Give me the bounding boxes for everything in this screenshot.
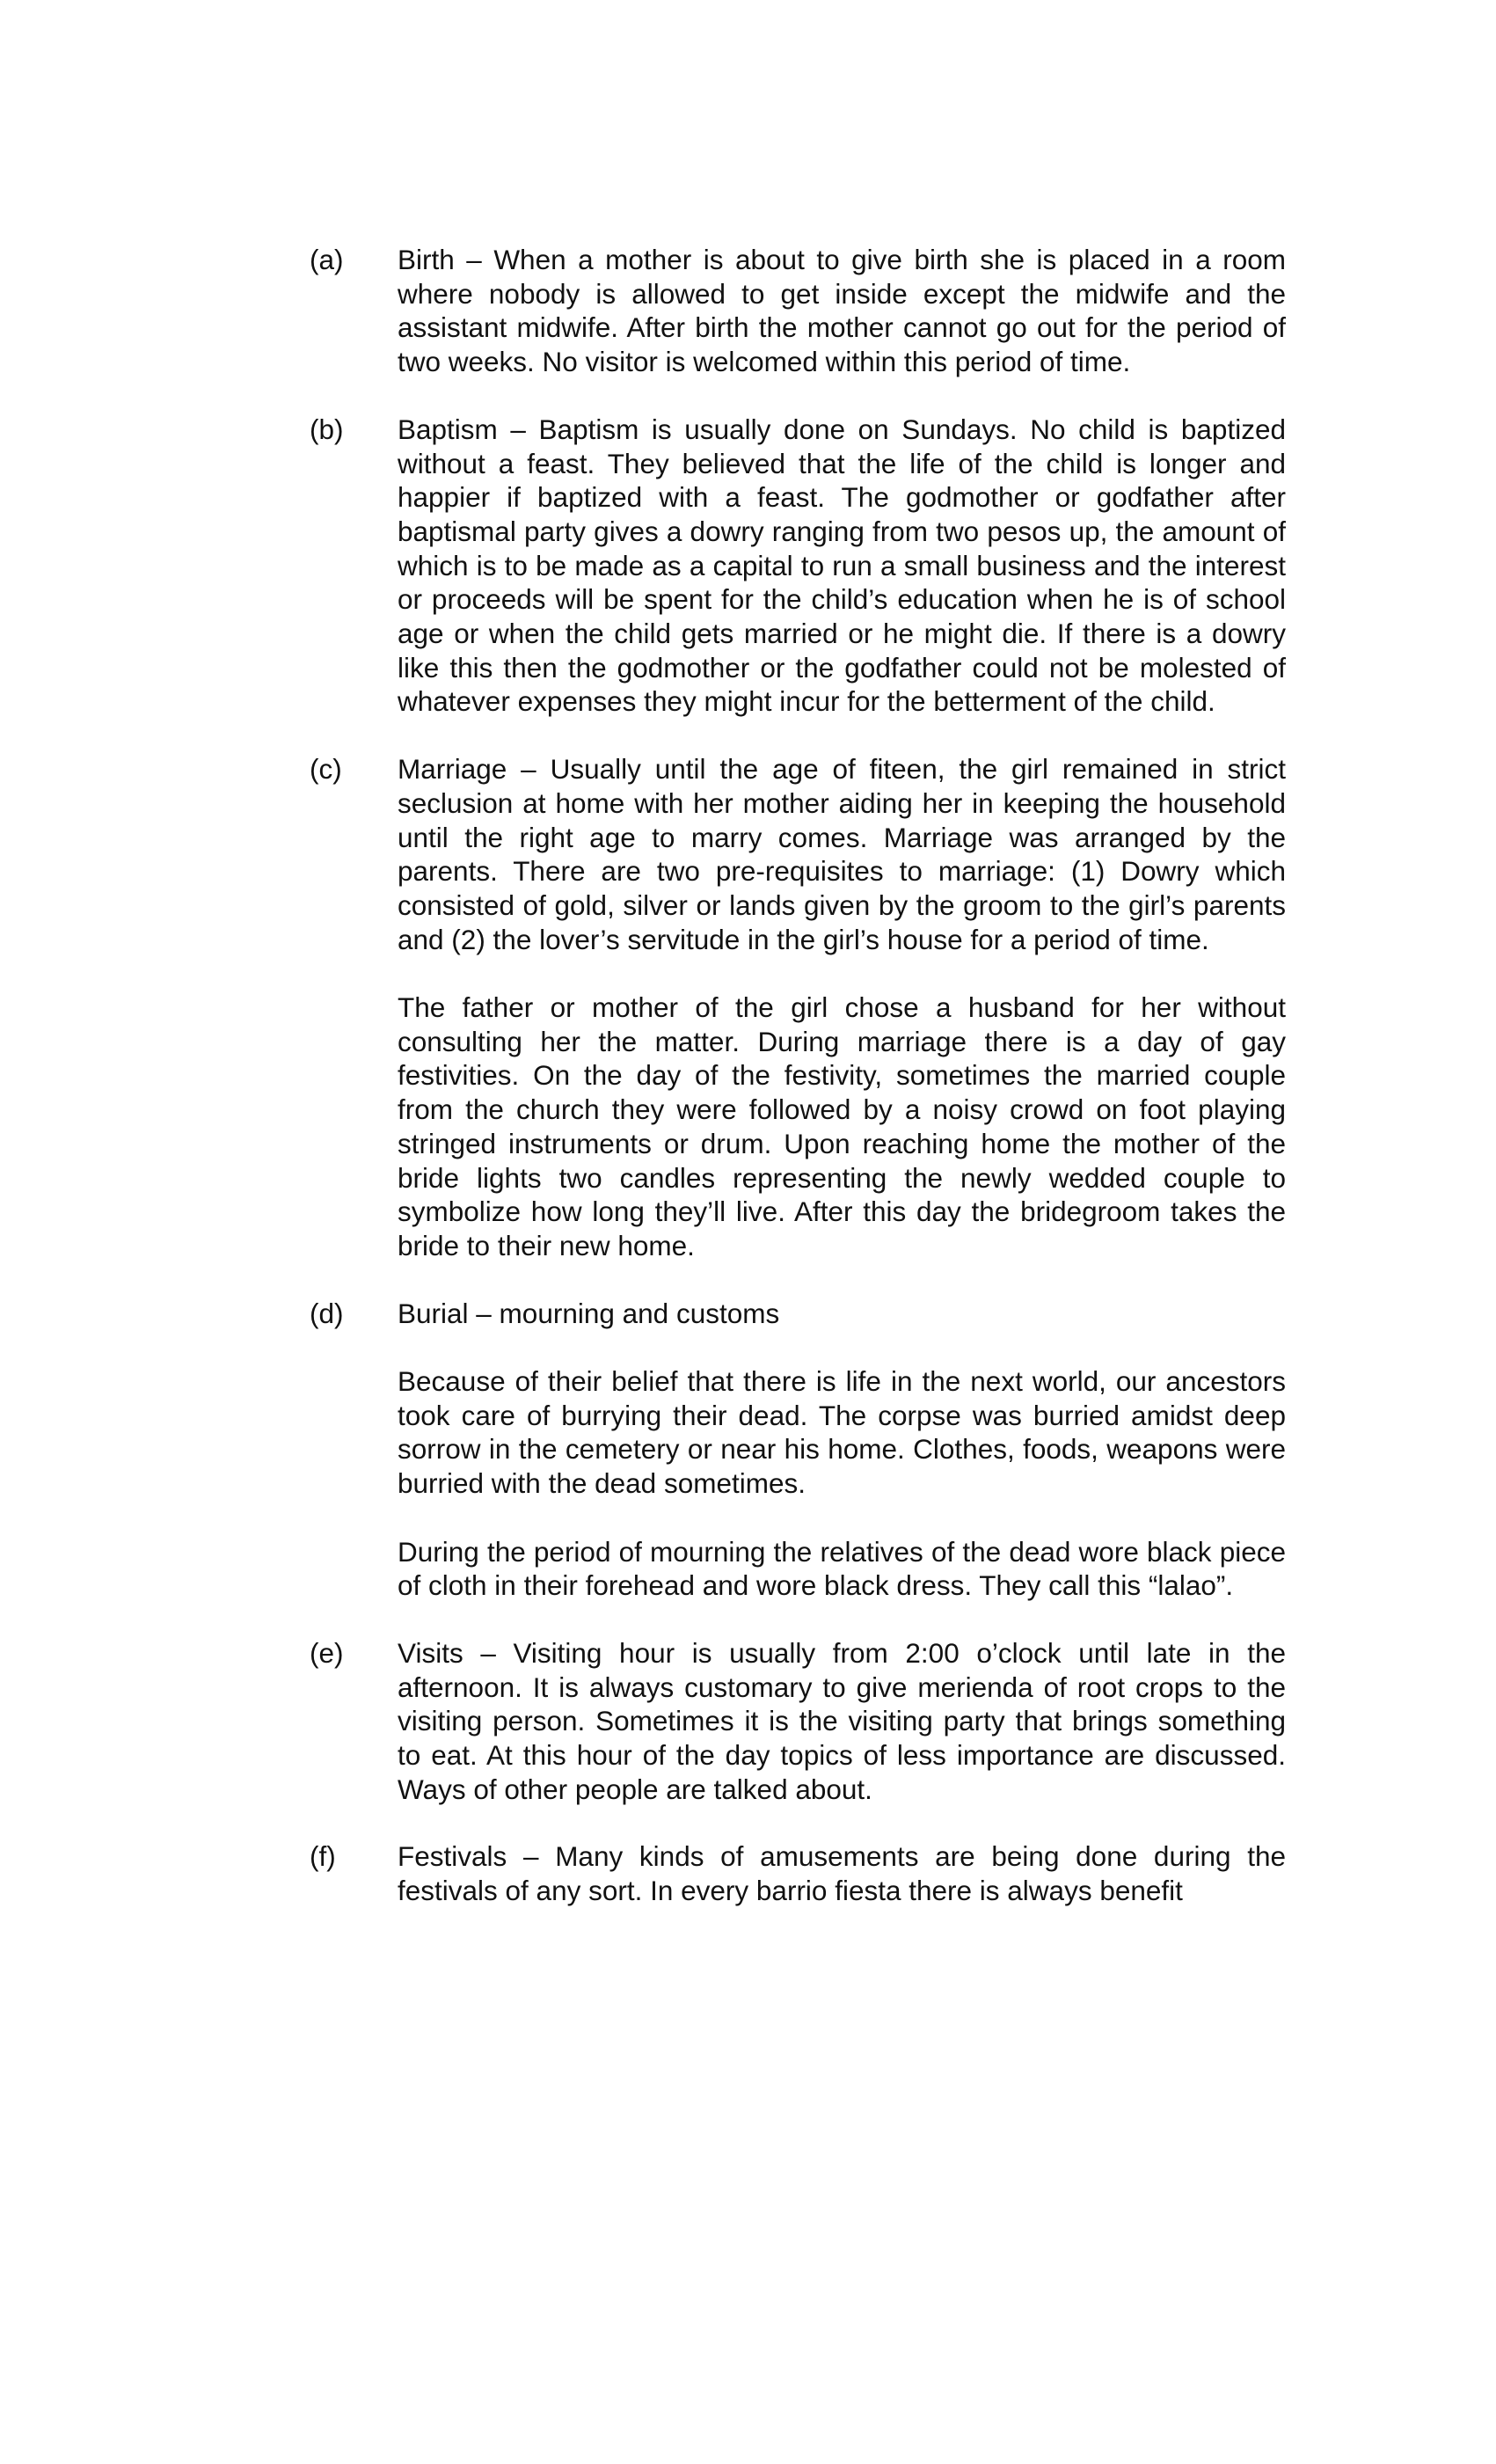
item-label: (e) — [310, 1636, 344, 1669]
paragraph: Visits – Visiting hour is usually from 2:00 o’clock until late in the afternoon. It is always customary to give merienda of root crops to the visiting person. Sometimes it is the visiting party that brings something to eat. At this hour of the day topics of less importance are discussed. Ways of other people are talked about. — [398, 1636, 1286, 1805]
paragraph: Birth – When a mother is about to give birth she is placed in a room where nobody is allowed to get inside except the midwife and the assistant midwife. After birth the mother cannot go out for the period of two weeks. No visitor is welcomed within this period of time. — [398, 244, 1286, 378]
item-body — [398, 413, 1286, 719]
item-label: (b) — [310, 413, 344, 445]
item-label: (a) — [310, 244, 344, 275]
item-body — [398, 1839, 1286, 1907]
paragraph: Festivals – Many kinds of amusements are being done during the festivals of any sort. In every barrio fiesta there is always benefit — [398, 1840, 1286, 1907]
list-item-festivals — [310, 1839, 1286, 1907]
paragraph: The father or mother of the girl chose a husband for her without consulting her the matter. During marriage there is a day of gay festivities. On the day of the festivity, sometimes the married couple from the church they were followed by a noisy crowd on foot playing stringed instruments or drum. Upon reaching home the mother of the bride lights two candles representing the newly wedded couple to symbolize how long they’ll live. After this day the bridegroom takes the bride to their new home. — [398, 991, 1286, 1261]
paragraph: Because of their belief that there is life in the next world, our ancestors took care of burrying their dead. The corpse was burried amidst deep sorrow in the cemetery or near his home. Clothes, foods, weapons were burried with the dead sometimes. — [398, 1365, 1286, 1500]
item-body — [398, 1297, 1286, 1603]
list-item-baptism — [310, 413, 1286, 719]
item-label: (f) — [310, 1840, 336, 1873]
list-item-visits — [310, 1636, 1286, 1807]
list-item-burial — [310, 1297, 1286, 1603]
item-label: (c) — [310, 753, 342, 786]
paragraph: Baptism – Baptism is usually done on Sundays. No child is baptized without a feast. They believed that the life of the child is longer and happier if baptized with a feast. The godmother or godfather after baptismal party gives a dowry ranging from two pesos up, the amount of which is to be made as a capital to run a small business and the interest or proceeds will be spent for the child’s education when he is of school age or when the child gets married or he might die. If there is a dowry like this then the godmother or the godfather could not be molested of whatever expenses they might incur for the betterment of the child. — [398, 413, 1286, 718]
item-body — [398, 243, 1286, 379]
paragraph: During the period of mourning the relatives of the dead wore black piece of cloth in their forehead and wore black dress. They call this “lalao”. — [398, 1535, 1286, 1602]
paragraph: Marriage – Usually until the age of fiteen, the girl remained in strict seclusion at home with her mother aiding her in keeping the household until the right age to marry comes. Marriage was arranged by the parents. There are two pre-requisites to marriage: (1) Dowry which consisted of gold, silver or lands given by the groom to the girl’s parents and (2) the lover’s servitude in the girl’s house for a period of time. — [398, 753, 1286, 955]
paragraph-heading: Burial – mourning and customs — [398, 1297, 780, 1329]
item-label: (d) — [310, 1297, 344, 1329]
list-item-marriage — [310, 752, 1286, 1263]
list-item-birth — [310, 243, 1286, 379]
item-body — [398, 1636, 1286, 1807]
page-content — [310, 243, 1286, 1941]
item-body — [398, 752, 1286, 1263]
